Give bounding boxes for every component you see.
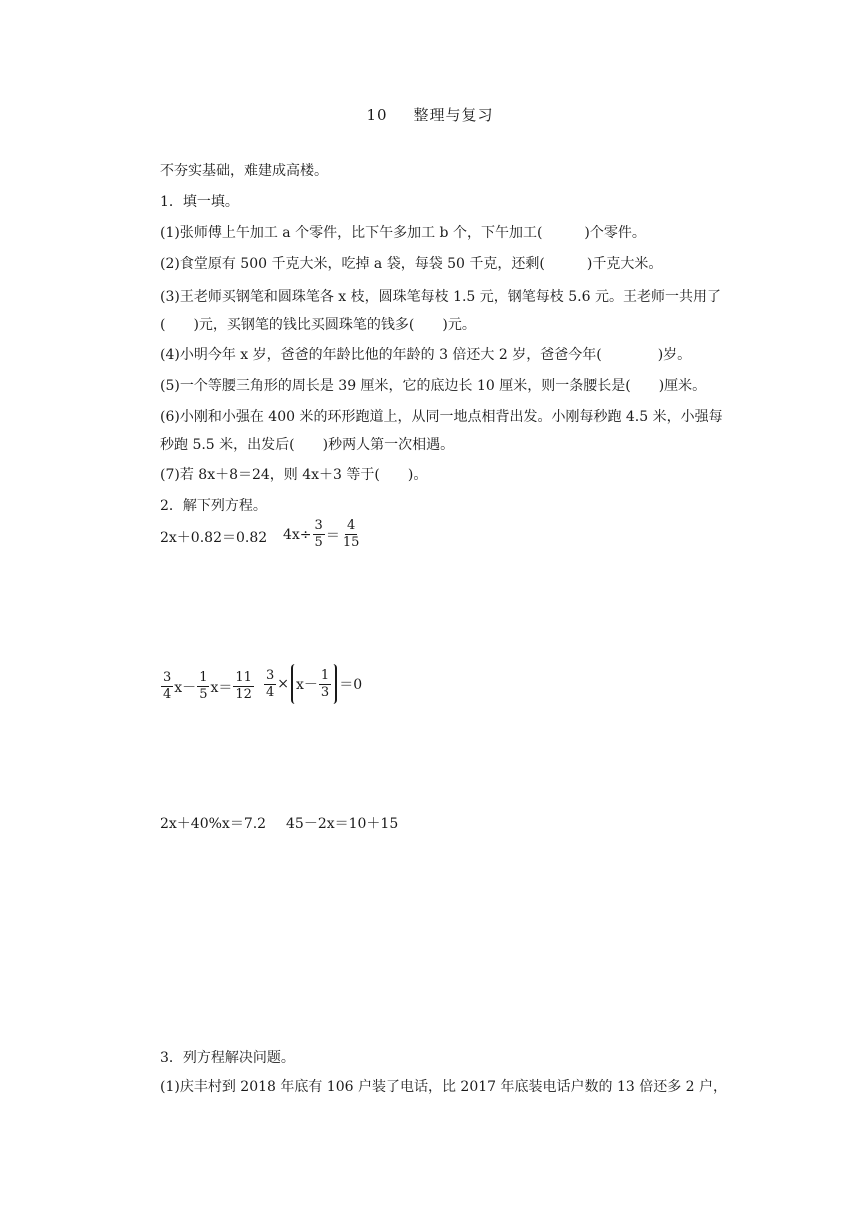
equation-4-result: ＝0: [339, 677, 363, 693]
equals-sign: ＝: [325, 527, 340, 544]
question-1-1: (1)张师傅上午加工 a 个零件，比下午多加工 b 个，下午加工( )个零件。: [160, 225, 646, 241]
equation-1: [160, 527, 267, 547]
equation-4-inner: x－: [296, 677, 318, 693]
equation-6-text: 45－2x＝10＋15: [286, 816, 399, 832]
equation-4: [263, 664, 362, 704]
chapter-title: 整理与复习: [413, 106, 494, 124]
question-1-5: (5)一个等腰三角形的周长是 39 厘米，它的底边长 10 厘米，则一条腰长是( )厘米。: [160, 378, 707, 394]
section1-heading: 1．填一填。: [160, 194, 239, 210]
fraction: $\frac{1}{3}$: [320, 667, 330, 700]
question-1-3: (3)王老师买钢笔和圆珠笔各 x 枝，圆珠笔每枝 1.5 元，钢笔每枝 5.6 元。王老师一共用了( )元，买钢笔的钱比买圆珠笔的钱多( )元。: [160, 289, 721, 333]
question-1-4: (4)小明今年 x 岁，爸爸的年龄比他的年龄的 3 倍还大 2 岁，爸爸今年( )岁。: [160, 347, 692, 363]
question-1-7: (7)若 8x＋8＝24，则 4x＋3 等于( )。: [160, 467, 428, 483]
question-1-2: (2)食堂原有 500 千克大米，吃掉 a 袋，每袋 50 千克，还剩( )千克大米。: [160, 256, 663, 272]
fraction: $\frac{1}{5}$: [199, 670, 208, 702]
fraction: $\frac{4}{15}$: [342, 518, 360, 550]
equation-2: [283, 518, 362, 551]
parenthesis-group: [291, 664, 337, 704]
question-3-1: (1)庆丰村到 2018 年底有 106 户装了电话，比 2017 年底装电话户数的 13 倍还多 2 户，: [160, 1079, 728, 1095]
fraction: $\frac{11}{12}$: [235, 670, 252, 702]
equation-3: [160, 670, 255, 703]
equation-1-text: 2x＋0.82＝0.82: [160, 530, 268, 546]
equation-3-term: x－: [174, 679, 197, 696]
chapter-number: 10: [366, 106, 388, 124]
fraction: $\frac{3}{5}$: [314, 518, 323, 550]
equation-2-left: 4x÷: [283, 526, 312, 543]
fraction: $\frac{3}{4}$: [266, 667, 275, 700]
question-1-6: (6)小刚和小强在 400 米的环形跑道上，从同一地点相背出发。小刚每秒跑 4.5 米，小强每秒跑 5.5 米，出发后( )秒两人第一次相遇。: [160, 409, 723, 453]
page-title: [0, 104, 860, 125]
equation-5-text: 2x＋40%x＝7.2: [160, 816, 267, 832]
section3-heading: 3．列方程解决问题。: [160, 1050, 295, 1066]
equation-3-term: x＝: [210, 679, 233, 696]
motto: 不夯实基础，难建成高楼。: [160, 163, 328, 179]
fraction: $\frac{3}{4}$: [163, 670, 172, 702]
equation-5: [160, 813, 266, 833]
times-sign: ×: [277, 676, 290, 692]
section2-heading: 2．解下列方程。: [160, 498, 267, 514]
equation-6: [286, 813, 398, 833]
